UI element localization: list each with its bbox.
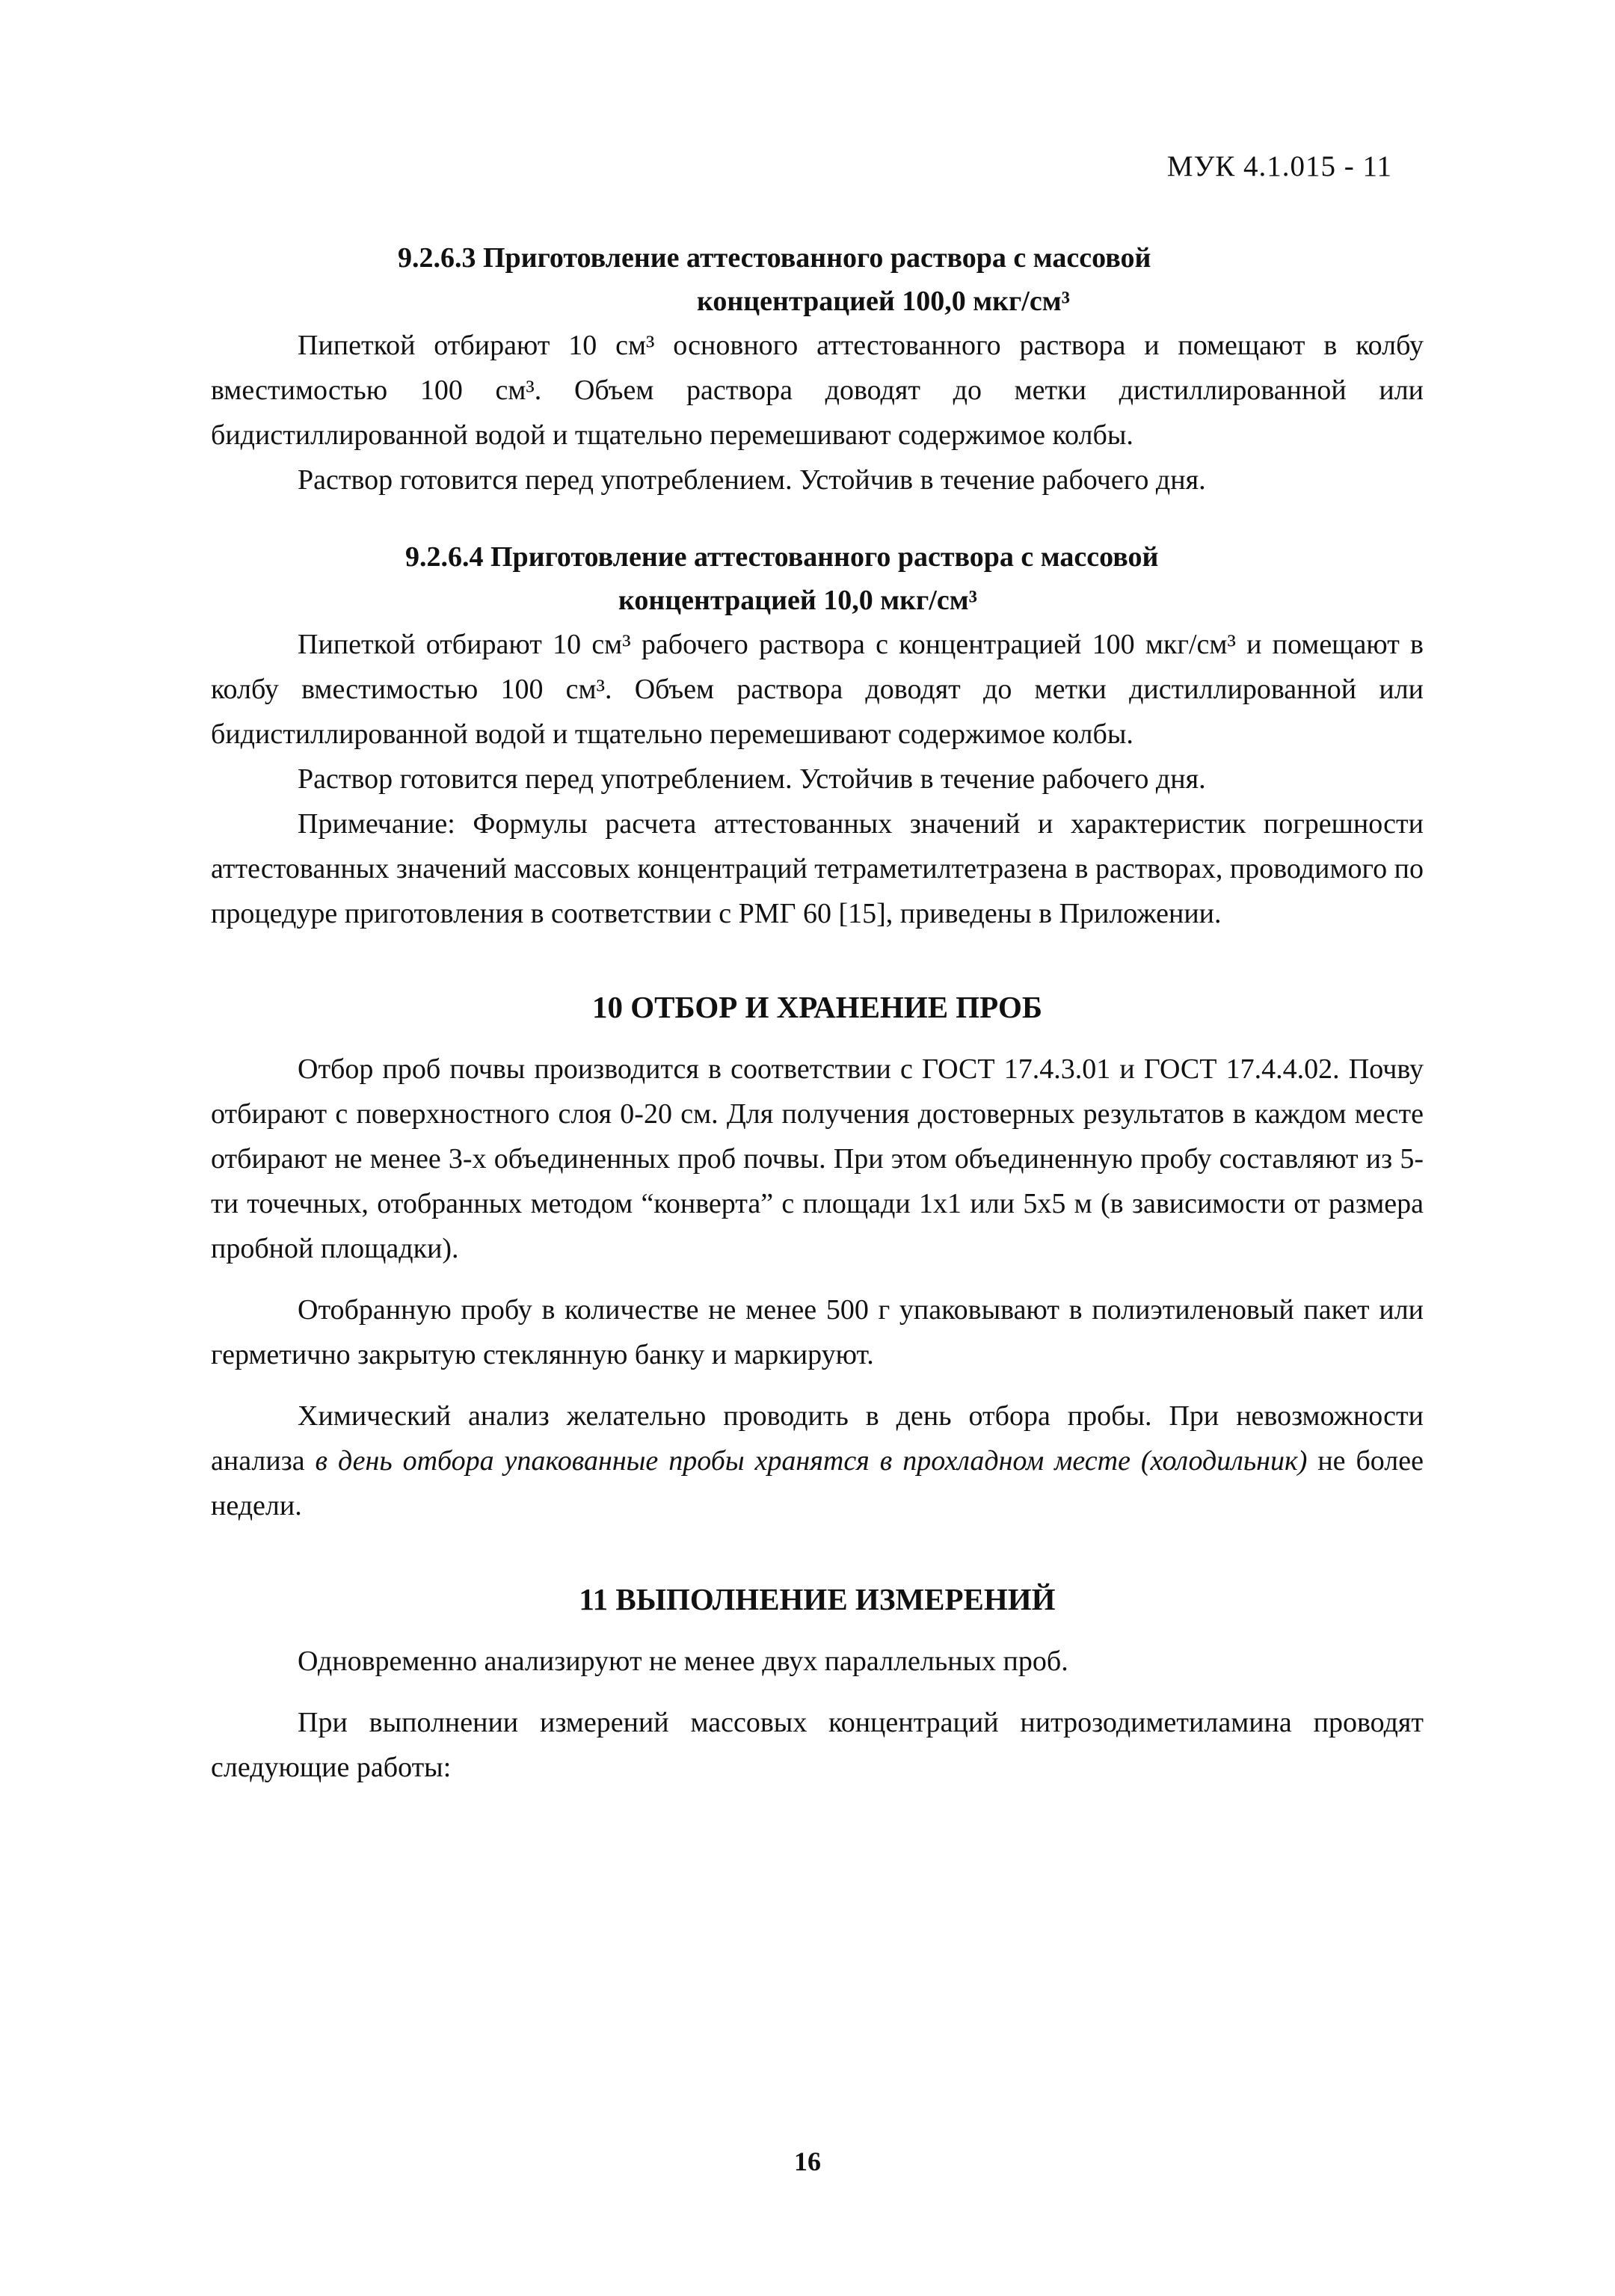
paragraph-pipette-100: Пипеткой отбирают 10 см³ основного аттестованного раствора и помещают в колбу вместимостью 100 см³. Объем раствора доводят до метки дистиллированной или бидистиллированной водой и тщательно перемешивают содержимое колбы. bbox=[211, 330, 1424, 451]
subsection-title-9-2-6-3 bbox=[211, 236, 1424, 323]
document-header-id: МУК 4.1.015 - 11 bbox=[1166, 150, 1392, 182]
paragraph-stability-2: Раствор готовится перед употреблением. Устойчив в течение рабочего дня. bbox=[298, 763, 1206, 795]
paragraph-packaging: Отобранную пробу в количестве не менее 500 г упаковывают в полиэтиленовый пакет или герметично закрытую стеклянную банку и маркируют. bbox=[211, 1294, 1424, 1370]
subsection-title-line1: 9.2.6.3 Приготовление аттестованного раствора с массовой bbox=[398, 242, 1151, 274]
paragraph-note: Примечание: Формулы расчета аттестованных значений и характеристик погрешности аттестованных значений массовых концентраций тетраметилтетразена в растворах, проводимого по процедуре приготовления в соответствии с РМГ 60 [15], приведены в Приложении. bbox=[211, 808, 1424, 929]
paragraph-stability-1: Раствор готовится перед употреблением. Устойчив в течение рабочего дня. bbox=[298, 464, 1206, 496]
paragraph-parallel-samples: Одновременно анализируют не менее двух параллельных проб. bbox=[298, 1646, 1068, 1677]
paragraph-storage bbox=[211, 1394, 1424, 1528]
document-body bbox=[211, 236, 1424, 1790]
subsection-title-line2: концентрацией 100,0 мкг/см³ bbox=[697, 286, 1070, 317]
section-title-measurements: 11 ВЫПОЛНЕНИЕ ИЗМЕРЕНИЙ bbox=[579, 1582, 1056, 1616]
paragraph-pipette-10: Пипеткой отбирают 10 см³ рабочего раствора с концентрацией 100 мкг/см³ и помещают в колбу вместимостью 100 см³. Объем раствора доводят до метки дистиллированной или бидистиллированной водой и тщательно перемешивают содержимое колбы. bbox=[211, 629, 1424, 750]
paragraph-sampling: Отбор проб почвы производится в соответствии с ГОСТ 17.4.3.01 и ГОСТ 17.4.4.02. Почву отбирают с поверхностного слоя 0-20 см. Для получения достоверных результатов в каждом месте отбирают не менее 3-х объединенных проб почвы. При этом объединенную пробу составляют из 5-ти точечных, отобранных методом “конверта” с площади 1х1 или 5х5 м (в зависимости от размера пробной площадки). bbox=[211, 1053, 1424, 1264]
paragraph-works: При выполнении измерений массовых концентраций нитрозодиметиламина проводят следующие работы: bbox=[211, 1707, 1424, 1783]
section-title-sampling: 10 ОТБОР И ХРАНЕНИЕ ПРОБ bbox=[592, 990, 1042, 1024]
subsection-title-9-2-6-4 bbox=[211, 535, 1424, 622]
page-number: 16 bbox=[794, 2146, 821, 2176]
subsection-title-line1: 9.2.6.4 Приготовление аттестованного раствора с массовой bbox=[405, 541, 1159, 573]
subsection-title-line2: концентрацией 10,0 мкг/см³ bbox=[618, 585, 977, 616]
paragraph-storage-start: Химический анализ желательно проводить в день отбора пробы. При невозможности анализа bbox=[211, 1400, 1424, 1477]
paragraph-storage-end: не более недели. bbox=[211, 1445, 1424, 1521]
paragraph-storage-italic: в день отбора упакованные пробы хранятся в прохладном месте (холодильник) bbox=[315, 1445, 1308, 1477]
